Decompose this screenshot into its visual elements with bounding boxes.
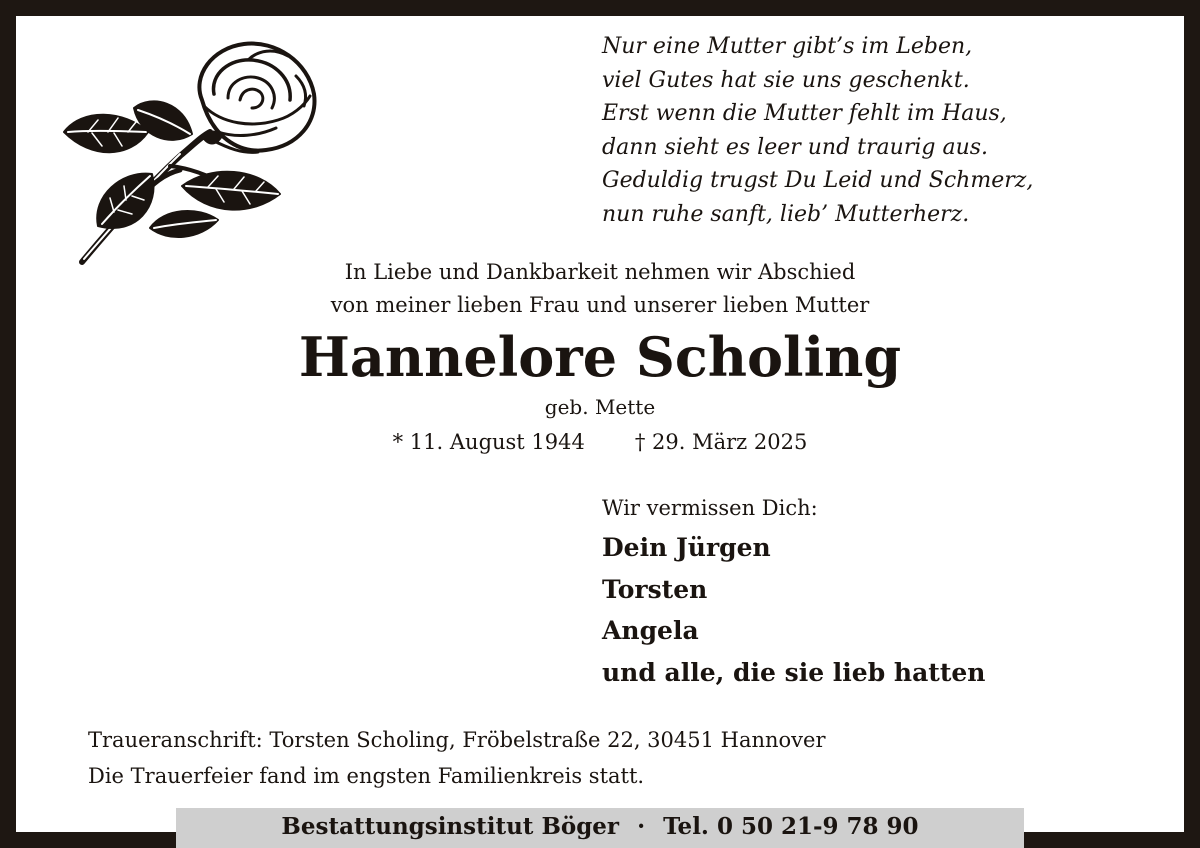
poem-line: viel Gutes hat sie uns geschenkt.	[602, 67, 970, 93]
poem-line: dann sieht es leer und traurig aus.	[602, 134, 989, 160]
poem-line: Erst wenn die Mutter fehlt im Haus,	[602, 101, 1007, 126]
birth-date: * 11. August 1944	[392, 430, 585, 454]
poem-line: nun ruhe sanft, lieb’ Mutterherz.	[602, 201, 970, 227]
intro-text	[0, 256, 1200, 322]
rose-icon	[52, 36, 322, 274]
poem-line: Geduldig trugst Du Leid und Schmerz,	[602, 168, 1034, 193]
death-date: † 29. März 2025	[634, 430, 808, 454]
funeral-home-name: Bestattungsinstitut Böger	[281, 813, 620, 840]
birth-name: geb. Mette	[544, 395, 656, 419]
funeral-note: Die Trauerfeier fand im engsten Familienkreis statt.	[88, 764, 645, 788]
mourners-heading: Wir vermissen Dich:	[602, 496, 818, 520]
mourners-list	[602, 527, 1162, 693]
funeral-home-phone: Tel. 0 50 21-9 78 90	[663, 813, 919, 840]
funeral-home-banner	[176, 808, 1024, 848]
mourner-name: Torsten	[602, 574, 708, 604]
separator: ·	[637, 813, 646, 840]
address-line: Traueranschrift: Torsten Scholing, Fröbelstraße 22, 30451 Hannover	[88, 728, 826, 752]
poem	[602, 30, 1162, 231]
mourner-name: Angela	[602, 616, 699, 645]
poem-line: Nur eine Mutter gibt’s im Leben,	[602, 34, 973, 59]
intro-line: In Liebe und Dankbarkeit nehmen wir Abschied	[344, 260, 856, 284]
mourner-name: Dein Jürgen	[602, 533, 771, 562]
mourner-name: und alle, die sie lieb hatten	[602, 657, 986, 687]
intro-line: von meiner lieben Frau und unserer lieben Mutter	[330, 293, 870, 317]
deceased-name: Hannelore Scholing	[298, 325, 902, 389]
mourning-address	[88, 722, 1088, 794]
life-dates	[0, 427, 1200, 457]
